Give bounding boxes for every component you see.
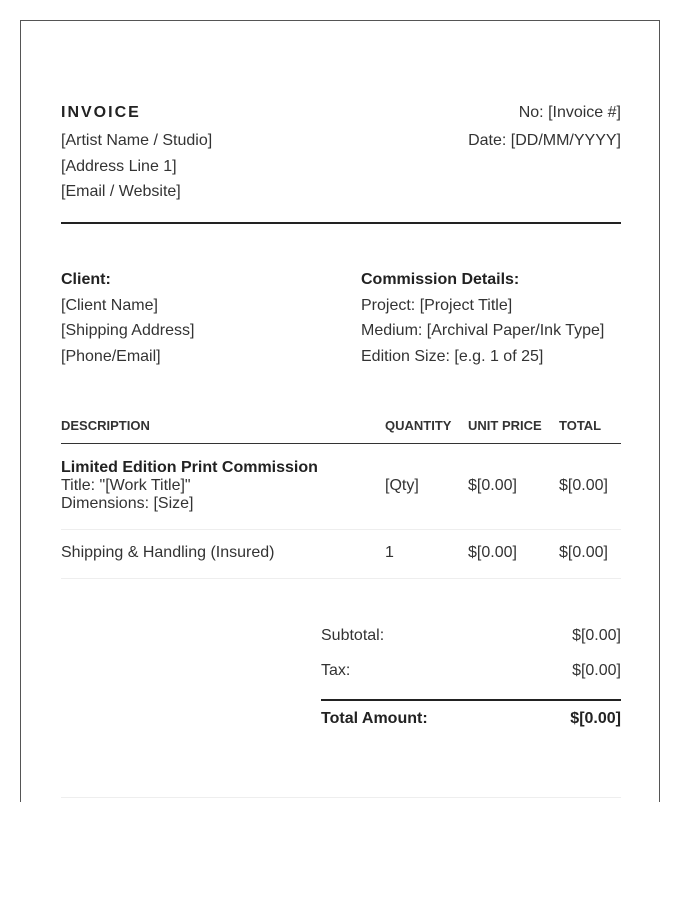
row-description: Shipping & Handling (Insured)	[61, 544, 275, 561]
client-contact: [Phone/Email]	[61, 347, 161, 365]
tax-label: Tax:	[321, 662, 351, 679]
total-amount-value: $[0.00]	[570, 710, 621, 727]
total-divider	[321, 699, 621, 701]
header-description: DESCRIPTION	[61, 418, 150, 433]
invoice-page	[20, 20, 660, 802]
commission-project: Project: [Project Title]	[361, 296, 513, 314]
artist-address: [Address Line 1]	[61, 157, 177, 175]
header-quantity: QUANTITY	[385, 418, 452, 433]
row-unit-price: $[0.00]	[468, 477, 517, 494]
invoice-number: No: [Invoice #]	[518, 104, 621, 121]
invoice-title: INVOICE	[61, 104, 141, 121]
tax-value: $[0.00]	[572, 662, 621, 679]
header-unit-price: UNIT PRICE	[468, 418, 542, 433]
artist-email: [Email / Website]	[61, 183, 181, 200]
row-unit-price: $[0.00]	[468, 544, 517, 561]
row-description	[61, 459, 318, 513]
item-title: Limited Edition Print Commission	[61, 459, 318, 476]
artist-block	[61, 103, 212, 205]
footer-divider	[61, 797, 621, 798]
commission-label: Commission Details:	[361, 271, 520, 288]
item-work-title: Title: "[Work Title]"	[61, 477, 191, 494]
header-divider	[61, 222, 621, 224]
commission-block	[361, 267, 604, 369]
row-total: $[0.00]	[559, 477, 608, 494]
subtotal-value: $[0.00]	[572, 627, 621, 644]
row-quantity: [Qty]	[385, 477, 419, 494]
row-total: $[0.00]	[559, 544, 608, 561]
client-address: [Shipping Address]	[61, 322, 195, 339]
row-quantity: 1	[385, 544, 394, 561]
header-total: TOTAL	[559, 418, 602, 433]
subtotal-label: Subtotal:	[321, 627, 385, 644]
item-dimensions: Dimensions: [Size]	[61, 495, 194, 512]
commission-edition: Edition Size: [e.g. 1 of 25]	[361, 347, 544, 365]
table-row	[61, 452, 621, 530]
client-label: Client:	[61, 271, 111, 288]
table-header	[61, 417, 621, 444]
invoice-date: Date: [DD/MM/YYYY]	[468, 132, 621, 149]
client-name: [Client Name]	[61, 296, 158, 314]
total-amount-label: Total Amount:	[321, 710, 428, 727]
artist-name: [Artist Name / Studio]	[61, 132, 213, 149]
client-block	[61, 267, 194, 369]
commission-medium: Medium: [Archival Paper/Ink Type]	[361, 322, 605, 339]
invoice-header	[61, 103, 621, 205]
table-row	[61, 530, 621, 579]
invoice-meta	[468, 103, 621, 205]
